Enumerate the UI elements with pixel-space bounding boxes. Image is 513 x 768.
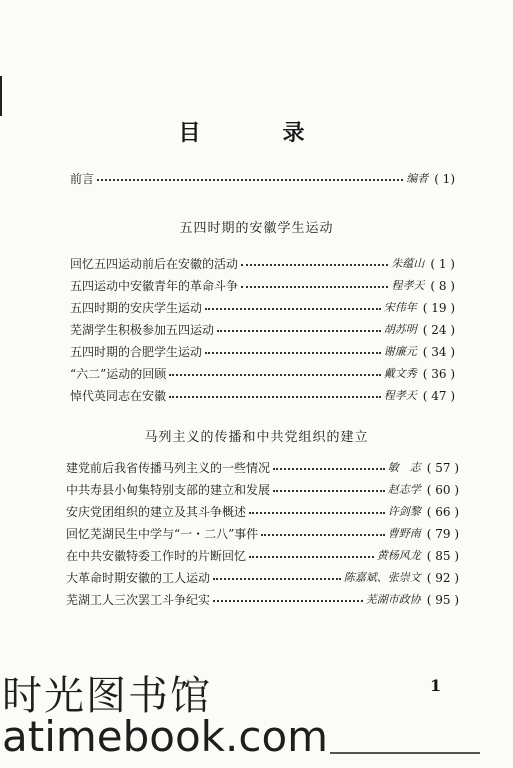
toc-entry[interactable] — [70, 297, 455, 319]
toc-entry-page: ( 19 ) — [422, 301, 455, 315]
page-number: 1 — [430, 676, 442, 695]
dot-leader — [97, 178, 403, 181]
toc-entry[interactable] — [66, 501, 459, 523]
toc-entry-title: 芜湖工人三次罢工斗争纪实 — [66, 593, 211, 607]
page-margin-mark — [0, 76, 2, 116]
toc-entry-title: 芜湖学生积极参加五四运动 — [70, 323, 215, 337]
toc-entry-page: ( 8 ) — [430, 279, 455, 293]
toc-entry[interactable] — [70, 363, 455, 385]
toc-entry-page: ( 95 ) — [426, 593, 459, 607]
toc-entry[interactable] — [66, 457, 459, 479]
toc-entry[interactable] — [66, 589, 459, 611]
toc-entry-page: ( 47 ) — [422, 389, 455, 403]
toc-entry[interactable] — [70, 319, 455, 341]
dot-leader — [241, 263, 388, 266]
toc-entry-title: 回忆五四运动前后在安徽的活动 — [70, 257, 239, 271]
toc-entry-page: ( 36 ) — [422, 367, 455, 381]
dot-leader — [249, 511, 385, 514]
toc-entry-page: ( 66 ) — [426, 505, 459, 519]
section-heading-2: 马列主义的传播和中共党组织的建立 — [144, 430, 369, 445]
toc-entry-title: 在中共安徽特委工作时的片断回忆 — [66, 549, 247, 563]
dot-leader — [169, 395, 381, 398]
toc-entry-author: 曹野南 — [387, 527, 421, 540]
toc-entry-author: 程孝天 — [391, 279, 425, 292]
toc-entry-title: 大革命时期安徽的工人运动 — [66, 571, 211, 585]
toc-entry[interactable] — [66, 567, 459, 589]
dot-leader — [213, 599, 363, 602]
toc-entry[interactable] — [66, 545, 459, 567]
toc-entry-author: 编者 — [406, 172, 429, 185]
toc-entry-author: 许剑黎 — [387, 505, 421, 518]
page-title: 目 录 — [178, 120, 335, 146]
toc-entry-page: ( 24 ) — [422, 323, 455, 337]
dot-leader — [169, 373, 380, 376]
toc-entry-author: 戴文秀 — [383, 367, 417, 380]
toc-entry-preface[interactable] — [70, 168, 455, 190]
dot-leader — [249, 555, 374, 558]
toc-entry-author: 陈嘉斌、张崇文 — [343, 571, 421, 584]
dot-leader — [217, 329, 381, 332]
toc-entry-author: 黄杨风龙 — [376, 549, 421, 562]
toc-entry[interactable] — [66, 523, 459, 545]
bottom-rule — [330, 752, 480, 754]
toc-entry-title: 五四运动中安徽青年的革命斗争 — [70, 279, 239, 293]
dot-leader — [261, 533, 384, 536]
toc-entry-author: 赵志学 — [387, 483, 421, 496]
watermark-text: 时光图书馆 — [2, 673, 212, 719]
dot-leader — [241, 285, 388, 288]
toc-entry-page: ( 60 ) — [426, 483, 459, 497]
toc-entry-author: 宋伟年 — [383, 301, 417, 314]
toc-entry-author: 谢廉元 — [383, 345, 417, 358]
toc-entry-author: 敏 志 — [387, 461, 421, 474]
dot-leader — [205, 307, 381, 310]
toc-entry-title: 悼代英同志在安徽 — [70, 389, 167, 403]
toc-entry-title: 安庆党团组织的建立及其斗争概述 — [66, 505, 247, 519]
watermark-url: atimebook.com — [2, 712, 329, 761]
dot-leader — [273, 489, 385, 492]
toc-entry-author: 朱蕴山 — [391, 257, 425, 270]
toc-entry[interactable] — [70, 275, 455, 297]
dot-leader — [273, 467, 385, 470]
toc-entry[interactable] — [66, 479, 459, 501]
toc-entry-page: ( 92 ) — [426, 571, 459, 585]
toc-entry[interactable] — [70, 253, 455, 275]
toc-entry-page: ( 1 ) — [430, 257, 455, 271]
toc-entry-title: 建党前后我省传播马列主义的一些情况 — [66, 461, 271, 475]
toc-entry-page: ( 79 ) — [426, 527, 459, 541]
toc-entry-title: 回忆芜湖民生中学与“一・二八”事件 — [66, 527, 259, 541]
toc-entry-page: ( 57 ) — [426, 461, 459, 475]
toc-entry-author: 胡苏明 — [383, 323, 417, 336]
dot-leader — [213, 577, 341, 580]
toc-entry-page: ( 85 ) — [426, 549, 459, 563]
toc-entry-author: 程孝天 — [383, 389, 417, 402]
section-heading-1: 五四时期的安徽学生运动 — [179, 221, 334, 236]
toc-entry-author: 芜湖市政协 — [365, 593, 421, 606]
toc-entry-title: “六二”运动的回顾 — [70, 367, 167, 381]
toc-entry-page: ( 1) — [434, 172, 455, 186]
toc-entry-title: 前言 — [70, 172, 95, 186]
toc-entry-title: 五四时期的安庆学生运动 — [70, 301, 203, 315]
toc-entry-title: 五四时期的合肥学生运动 — [70, 345, 203, 359]
toc-entry-page: ( 34 ) — [422, 345, 455, 359]
toc-entry-title: 中共寿县小甸集特别支部的建立和发展 — [66, 483, 271, 497]
toc-entry[interactable] — [70, 341, 455, 363]
toc-entry[interactable] — [70, 385, 455, 407]
dot-leader — [205, 351, 381, 354]
